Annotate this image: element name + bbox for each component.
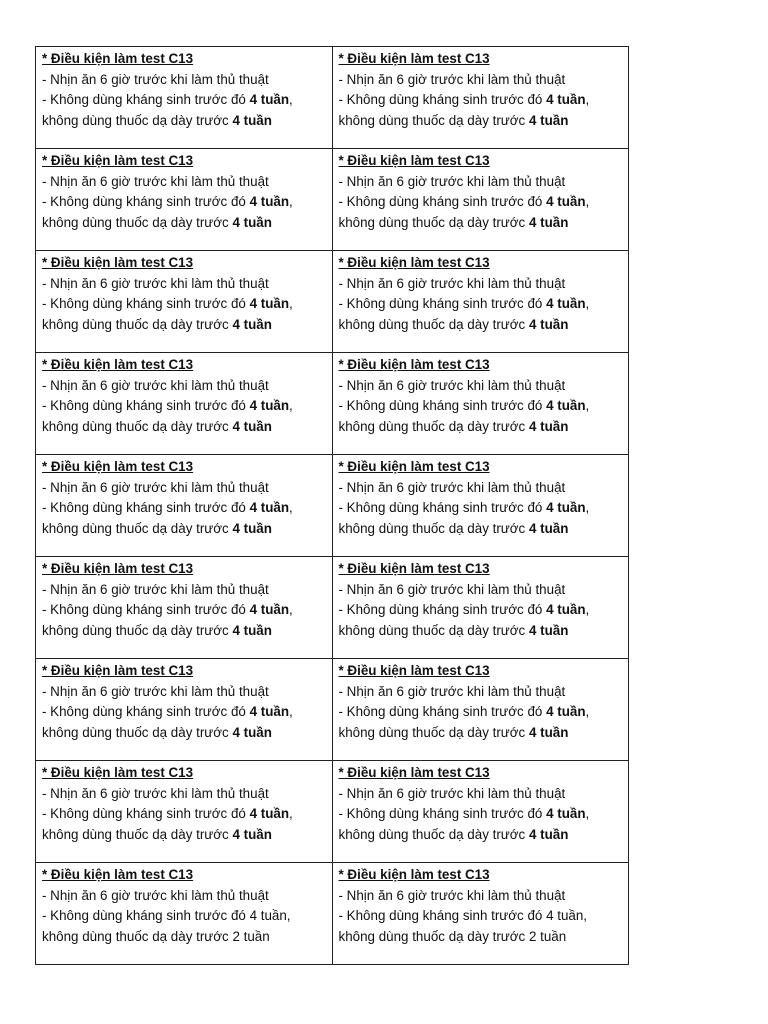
stomach-medicine-duration: 4 tuần xyxy=(528,112,569,128)
antibiotic-duration: 4 tuần xyxy=(546,806,586,822)
antibiotic-punctuation: , xyxy=(585,500,590,516)
antibiotic-text: - Không dùng kháng sinh trước đó xyxy=(42,92,250,108)
stomach-medicine-text: không dùng thuốc dạ dày trước xyxy=(338,622,529,638)
card-title: * Điều kiện làm test C13 xyxy=(338,459,490,474)
card-title: * Điều kiện làm test C13 xyxy=(338,51,490,66)
fasting-instruction: - Nhịn ăn 6 giờ trước khi làm thủ thuật xyxy=(338,275,566,291)
stomach-medicine-text: không dùng thuốc dạ dày trước xyxy=(338,724,529,740)
antibiotic-text: - Không dùng kháng sinh trước đó xyxy=(42,500,250,516)
medication-instruction xyxy=(339,396,629,437)
stomach-medicine-line: không dùng thuốc dạ dày trước 2 tuần xyxy=(338,928,567,944)
antibiotic-text: - Không dùng kháng sinh trước đó xyxy=(42,194,250,210)
antibiotic-text: - Không dùng kháng sinh trước đó xyxy=(338,704,547,720)
stomach-medicine-duration: 4 tuần xyxy=(528,724,569,740)
antibiotic-duration: 4 tuần xyxy=(546,92,586,108)
antibiotic-punctuation: , xyxy=(585,602,590,618)
antibiotic-text: - Không dùng kháng sinh trước đó xyxy=(338,500,547,516)
card-title: * Điều kiện làm test C13 xyxy=(338,357,490,372)
medication-instruction xyxy=(42,702,332,743)
antibiotic-punctuation: , xyxy=(289,92,293,108)
antibiotic-duration: 4 tuần xyxy=(249,500,290,516)
card-title: * Điều kiện làm test C13 xyxy=(338,561,490,576)
fasting-instruction: - Nhịn ăn 6 giờ trước khi làm thủ thuật xyxy=(42,581,269,597)
medication-instruction xyxy=(42,192,332,233)
card-row xyxy=(36,557,629,659)
instruction-card xyxy=(332,251,629,353)
stomach-medicine-line xyxy=(339,111,629,132)
instruction-card xyxy=(332,353,629,455)
instruction-card xyxy=(332,455,629,557)
card-title: * Điều kiện làm test C13 xyxy=(338,867,490,882)
stomach-medicine-line xyxy=(339,213,629,234)
antibiotic-line: - Không dùng kháng sinh trước đó 4 tuần, xyxy=(338,908,588,924)
instruction-card xyxy=(36,863,333,965)
antibiotic-duration: 4 tuần xyxy=(546,602,586,618)
antibiotic-line xyxy=(42,396,332,417)
card-row xyxy=(36,251,629,353)
fasting-instruction: - Nhịn ăn 6 giờ trước khi làm thủ thuật xyxy=(42,377,269,393)
card-title: * Điều kiện làm test C13 xyxy=(42,357,194,372)
stomach-medicine-text: không dùng thuốc dạ dày trước xyxy=(338,826,529,842)
antibiotic-line: - Không dùng kháng sinh trước đó 4 tuần, xyxy=(42,908,291,924)
antibiotic-line xyxy=(42,600,332,621)
card-title: * Điều kiện làm test C13 xyxy=(42,765,194,780)
stomach-medicine-text: không dùng thuốc dạ dày trước xyxy=(42,826,233,842)
card-row xyxy=(36,455,629,557)
stomach-medicine-text: không dùng thuốc dạ dày trước xyxy=(42,520,233,536)
antibiotic-punctuation: , xyxy=(289,602,293,618)
antibiotic-text: - Không dùng kháng sinh trước đó xyxy=(338,602,547,618)
antibiotic-text: - Không dùng kháng sinh trước đó xyxy=(338,296,547,312)
medication-instruction xyxy=(339,90,629,131)
antibiotic-line xyxy=(339,192,629,213)
card-title: * Điều kiện làm test C13 xyxy=(338,765,490,780)
stomach-medicine-text: không dùng thuốc dạ dày trước xyxy=(42,724,233,740)
antibiotic-duration: 4 tuần xyxy=(546,194,586,210)
antibiotic-line xyxy=(339,600,629,621)
stomach-medicine-text: không dùng thuốc dạ dày trước xyxy=(338,418,529,434)
antibiotic-line xyxy=(42,294,332,315)
antibiotic-text: - Không dùng kháng sinh trước đó xyxy=(338,194,547,210)
antibiotic-punctuation: , xyxy=(289,806,293,822)
fasting-instruction: - Nhịn ăn 6 giờ trước khi làm thủ thuật xyxy=(338,71,566,87)
medication-instruction xyxy=(42,498,332,539)
antibiotic-line xyxy=(42,804,332,825)
antibiotic-punctuation: , xyxy=(289,704,293,720)
stomach-medicine-duration: 4 tuần xyxy=(528,520,569,536)
antibiotic-line xyxy=(339,90,629,111)
stomach-medicine-duration: 4 tuần xyxy=(232,418,272,434)
antibiotic-duration: 4 tuần xyxy=(249,296,290,312)
stomach-medicine-line xyxy=(42,825,332,846)
instruction-card xyxy=(332,659,629,761)
instruction-card xyxy=(36,353,333,455)
card-title: * Điều kiện làm test C13 xyxy=(42,867,194,882)
stomach-medicine-duration: 4 tuần xyxy=(528,214,569,230)
antibiotic-duration: 4 tuần xyxy=(249,806,290,822)
stomach-medicine-text: không dùng thuốc dạ dày trước xyxy=(42,214,233,230)
instruction-card xyxy=(36,251,333,353)
medication-instruction xyxy=(42,90,332,131)
antibiotic-duration: 4 tuần xyxy=(546,500,586,516)
antibiotic-line xyxy=(42,192,332,213)
stomach-medicine-text: không dùng thuốc dạ dày trước xyxy=(42,418,233,434)
card-title: * Điều kiện làm test C13 xyxy=(42,255,194,270)
fasting-instruction: - Nhịn ăn 6 giờ trước khi làm thủ thuật xyxy=(338,683,566,699)
medication-instruction xyxy=(42,600,332,641)
antibiotic-duration: 4 tuần xyxy=(249,602,290,618)
fasting-instruction: - Nhịn ăn 6 giờ trước khi làm thủ thuật xyxy=(42,173,269,189)
fasting-instruction: - Nhịn ăn 6 giờ trước khi làm thủ thuật xyxy=(42,887,269,903)
stomach-medicine-line xyxy=(339,825,629,846)
stomach-medicine-duration: 4 tuần xyxy=(232,724,272,740)
antibiotic-line xyxy=(42,702,332,723)
stomach-medicine-duration: 4 tuần xyxy=(232,622,272,638)
medication-instruction xyxy=(42,804,332,845)
stomach-medicine-line xyxy=(42,621,332,642)
antibiotic-punctuation: , xyxy=(289,398,293,414)
stomach-medicine-duration: 4 tuần xyxy=(528,418,569,434)
stomach-medicine-duration: 4 tuần xyxy=(232,112,272,128)
instruction-card xyxy=(332,863,629,965)
stomach-medicine-line xyxy=(339,621,629,642)
stomach-medicine-duration: 4 tuần xyxy=(232,316,272,332)
card-row xyxy=(36,353,629,455)
stomach-medicine-line xyxy=(42,315,332,336)
stomach-medicine-text: không dùng thuốc dạ dày trước xyxy=(338,520,529,536)
antibiotic-text: - Không dùng kháng sinh trước đó xyxy=(42,602,250,618)
antibiotic-line xyxy=(42,498,332,519)
card-title: * Điều kiện làm test C13 xyxy=(42,51,194,66)
card-row xyxy=(36,149,629,251)
fasting-instruction: - Nhịn ăn 6 giờ trước khi làm thủ thuật xyxy=(338,173,566,189)
stomach-medicine-line xyxy=(339,519,629,540)
stomach-medicine-text: không dùng thuốc dạ dày trước xyxy=(42,316,233,332)
stomach-medicine-duration: 4 tuần xyxy=(232,214,272,230)
fasting-instruction: - Nhịn ăn 6 giờ trước khi làm thủ thuật xyxy=(42,275,269,291)
antibiotic-punctuation: , xyxy=(585,194,590,210)
instruction-card xyxy=(36,149,333,251)
medication-instruction xyxy=(339,804,629,845)
card-title: * Điều kiện làm test C13 xyxy=(338,255,490,270)
stomach-medicine-duration: 4 tuần xyxy=(232,520,272,536)
stomach-medicine-duration: 4 tuần xyxy=(528,622,569,638)
medication-instruction xyxy=(339,600,629,641)
stomach-medicine-text: không dùng thuốc dạ dày trước xyxy=(338,214,529,230)
fasting-instruction: - Nhịn ăn 6 giờ trước khi làm thủ thuật xyxy=(338,581,566,597)
fasting-instruction: - Nhịn ăn 6 giờ trước khi làm thủ thuật xyxy=(338,479,566,495)
instruction-card xyxy=(36,455,333,557)
antibiotic-line xyxy=(339,702,629,723)
card-title: * Điều kiện làm test C13 xyxy=(338,663,490,678)
card-row xyxy=(36,761,629,863)
stomach-medicine-text: không dùng thuốc dạ dày trước xyxy=(338,316,529,332)
antibiotic-duration: 4 tuần xyxy=(249,704,290,720)
antibiotic-line xyxy=(339,294,629,315)
antibiotic-duration: 4 tuần xyxy=(546,704,586,720)
stomach-medicine-line xyxy=(339,315,629,336)
card-row xyxy=(36,47,629,149)
stomach-medicine-line xyxy=(339,723,629,744)
fasting-instruction: - Nhịn ăn 6 giờ trước khi làm thủ thuật xyxy=(42,683,269,699)
antibiotic-punctuation: , xyxy=(585,806,590,822)
medication-instruction xyxy=(42,396,332,437)
fasting-instruction: - Nhịn ăn 6 giờ trước khi làm thủ thuật xyxy=(338,377,566,393)
card-row xyxy=(36,863,629,965)
antibiotic-text: - Không dùng kháng sinh trước đó xyxy=(42,296,250,312)
fasting-instruction: - Nhịn ăn 6 giờ trước khi làm thủ thuật xyxy=(42,479,269,495)
antibiotic-line xyxy=(339,396,629,417)
card-title: * Điều kiện làm test C13 xyxy=(42,153,194,168)
stomach-medicine-line xyxy=(42,417,332,438)
antibiotic-text: - Không dùng kháng sinh trước đó xyxy=(42,398,250,414)
instruction-card xyxy=(36,557,333,659)
instruction-card xyxy=(332,761,629,863)
antibiotic-line xyxy=(339,498,629,519)
instruction-card xyxy=(36,761,333,863)
instruction-card xyxy=(332,557,629,659)
medication-instruction xyxy=(339,498,629,539)
antibiotic-punctuation: , xyxy=(585,92,590,108)
instruction-card xyxy=(36,659,333,761)
antibiotic-text: - Không dùng kháng sinh trước đó xyxy=(338,92,547,108)
stomach-medicine-line xyxy=(42,111,332,132)
antibiotic-punctuation: , xyxy=(585,296,590,312)
stomach-medicine-line: không dùng thuốc dạ dày trước 2 tuần xyxy=(42,928,270,944)
stomach-medicine-duration: 4 tuần xyxy=(232,826,272,842)
antibiotic-text: - Không dùng kháng sinh trước đó xyxy=(42,704,250,720)
antibiotic-duration: 4 tuần xyxy=(249,194,290,210)
fasting-instruction: - Nhịn ăn 6 giờ trước khi làm thủ thuật xyxy=(338,887,566,903)
card-title: * Điều kiện làm test C13 xyxy=(42,561,194,576)
stomach-medicine-line xyxy=(42,519,332,540)
antibiotic-line xyxy=(339,804,629,825)
medication-instruction xyxy=(339,702,629,743)
antibiotic-duration: 4 tuần xyxy=(546,398,586,414)
instruction-card xyxy=(36,47,333,149)
antibiotic-duration: 4 tuần xyxy=(249,92,290,108)
stomach-medicine-duration: 4 tuần xyxy=(528,826,569,842)
instruction-card xyxy=(332,149,629,251)
fasting-instruction: - Nhịn ăn 6 giờ trước khi làm thủ thuật xyxy=(338,785,566,801)
instruction-card xyxy=(332,47,629,149)
medication-instruction xyxy=(42,294,332,335)
antibiotic-punctuation: , xyxy=(585,398,590,414)
cards-table xyxy=(35,46,629,965)
card-title: * Điều kiện làm test C13 xyxy=(42,663,194,678)
stomach-medicine-text: không dùng thuốc dạ dày trước xyxy=(42,112,233,128)
antibiotic-duration: 4 tuần xyxy=(546,296,586,312)
stomach-medicine-duration: 4 tuần xyxy=(528,316,569,332)
card-title: * Điều kiện làm test C13 xyxy=(338,153,490,168)
stomach-medicine-text: không dùng thuốc dạ dày trước xyxy=(42,622,233,638)
antibiotic-punctuation: , xyxy=(289,296,293,312)
stomach-medicine-line xyxy=(42,723,332,744)
card-row xyxy=(36,659,629,761)
fasting-instruction: - Nhịn ăn 6 giờ trước khi làm thủ thuật xyxy=(42,71,269,87)
antibiotic-line xyxy=(42,90,332,111)
medication-instruction xyxy=(339,192,629,233)
antibiotic-text: - Không dùng kháng sinh trước đó xyxy=(338,806,547,822)
antibiotic-punctuation: , xyxy=(585,704,590,720)
antibiotic-text: - Không dùng kháng sinh trước đó xyxy=(338,398,547,414)
antibiotic-punctuation: , xyxy=(289,194,293,210)
card-title: * Điều kiện làm test C13 xyxy=(42,459,194,474)
stomach-medicine-line xyxy=(42,213,332,234)
antibiotic-punctuation: , xyxy=(289,500,293,516)
stomach-medicine-line xyxy=(339,417,629,438)
antibiotic-duration: 4 tuần xyxy=(249,398,290,414)
medication-instruction xyxy=(339,294,629,335)
antibiotic-text: - Không dùng kháng sinh trước đó xyxy=(42,806,250,822)
fasting-instruction: - Nhịn ăn 6 giờ trước khi làm thủ thuật xyxy=(42,785,269,801)
cards-table-body xyxy=(36,47,629,965)
stomach-medicine-text: không dùng thuốc dạ dày trước xyxy=(338,112,529,128)
